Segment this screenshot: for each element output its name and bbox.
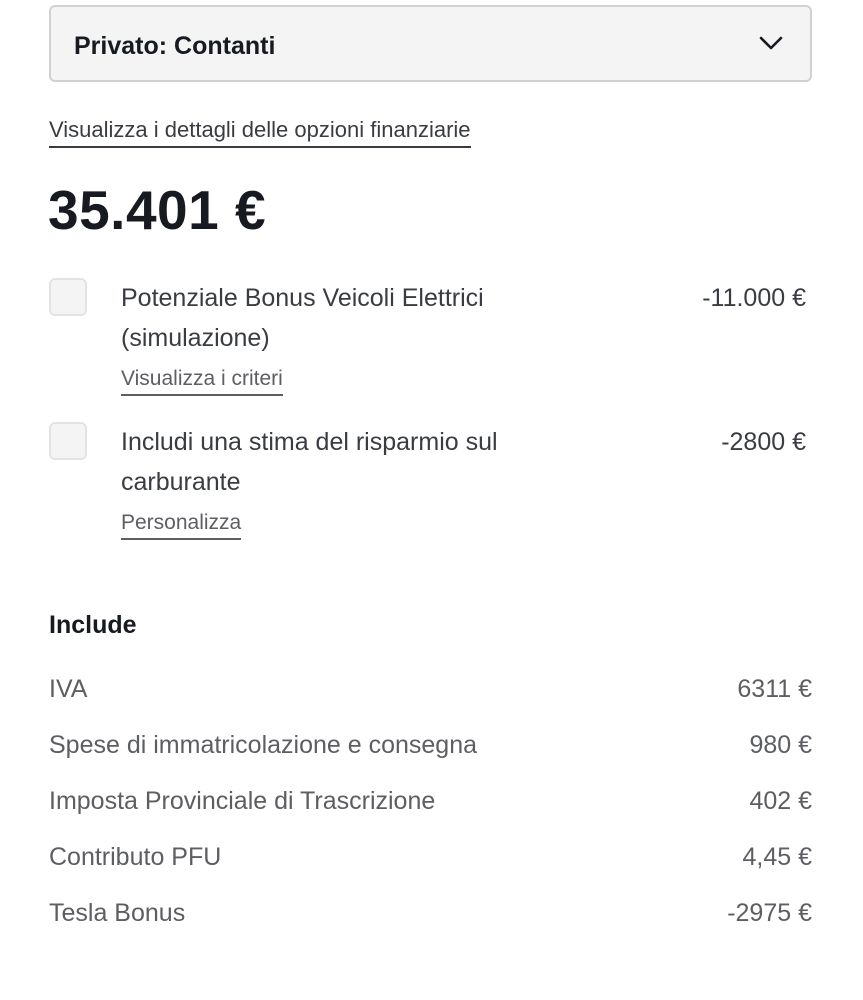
chevron-down-icon	[758, 33, 784, 53]
included-item	[49, 675, 812, 709]
payment-type-select[interactable]	[49, 5, 812, 82]
included-item-value: 402 €	[749, 787, 812, 815]
fuel-savings-amount: -2800 €	[721, 428, 806, 456]
ev-bonus-checkbox[interactable]	[49, 278, 87, 316]
fuel-savings-label: Includi una stima del risparmio sul carburante	[121, 428, 498, 496]
fuel-savings-checkbox[interactable]	[49, 422, 87, 460]
included-item-label: Spese di immatricolazione e consegna	[49, 731, 478, 759]
included-item-label: Contributo PFU	[49, 843, 222, 871]
included-item-label: Tesla Bonus	[49, 899, 186, 927]
included-item-value: -2975 €	[727, 899, 812, 927]
included-item-value: 4,45 €	[742, 843, 812, 871]
included-item-value: 980 €	[749, 731, 812, 759]
finance-details-link[interactable]: Visualizza i dettagli delle opzioni finanziarie	[49, 117, 471, 148]
ev-bonus-label: Potenziale Bonus Veicoli Elettrici (simulazione)	[121, 284, 484, 352]
included-item-value: 6311 €	[737, 675, 812, 703]
includes-heading: Include	[49, 611, 137, 639]
view-criteria-link[interactable]: Visualizza i criteri	[121, 366, 283, 396]
included-item	[49, 731, 812, 765]
included-item	[49, 899, 812, 933]
ev-bonus-amount: -11.000 €	[702, 284, 806, 312]
total-price: 35.401 €	[48, 179, 267, 241]
included-item	[49, 787, 812, 821]
included-item-label: IVA	[49, 675, 88, 703]
customize-link[interactable]: Personalizza	[121, 510, 241, 540]
payment-type-value: Privato: Contanti	[74, 32, 276, 60]
included-item-label: Imposta Provinciale di Trascrizione	[49, 787, 436, 815]
included-item	[49, 843, 812, 877]
